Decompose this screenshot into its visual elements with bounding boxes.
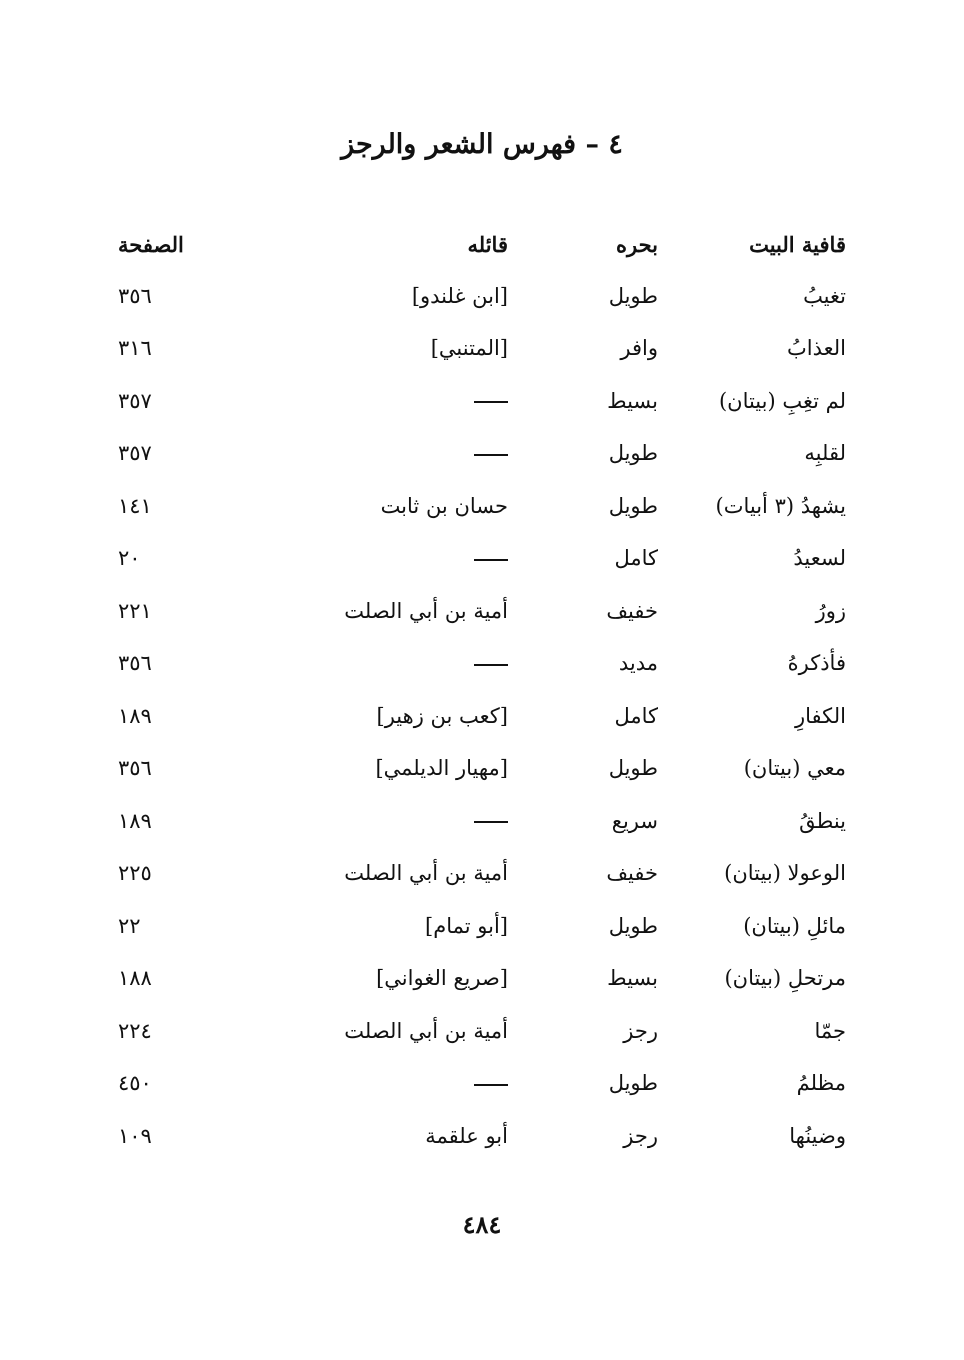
poet-cell: [مهيار الديلمي] [375, 756, 508, 781]
meter-cell: وافر [620, 336, 658, 361]
poet-cell: [أبو تمام] [425, 913, 508, 938]
poet-cell [208, 638, 508, 691]
poet-cell: أمية بن أبي الصلت [344, 598, 508, 623]
meter-cell: طويل [608, 1071, 658, 1096]
table-row [118, 848, 846, 901]
unknown-poet-dash [474, 401, 508, 403]
poet-cell: أمية بن أبي الصلت [344, 861, 508, 886]
table-row [118, 953, 846, 1006]
table-row [118, 585, 846, 638]
rhyme-cell: ينطقُ [799, 808, 846, 833]
page-cell: ٣٥٧ [118, 441, 152, 466]
meter-cell: رجز [623, 1123, 658, 1148]
table-row [118, 743, 846, 796]
page-cell: ١٤١ [118, 493, 152, 518]
table-row [118, 1110, 846, 1163]
poet-cell [208, 375, 508, 428]
unknown-poet-dash [474, 821, 508, 823]
poet-cell [208, 795, 508, 848]
page-number: ٤٨٤ [462, 1210, 502, 1239]
header-row [118, 220, 846, 270]
table-body [118, 270, 846, 1163]
header-rhyme: قافية البيت [749, 232, 846, 258]
page-cell: ١٠٩ [118, 1123, 152, 1148]
page-cell: ١٨٩ [118, 703, 152, 728]
unknown-poet-dash [474, 664, 508, 666]
page-cell: ١٨٩ [118, 808, 152, 833]
meter-cell: سريع [611, 808, 658, 833]
page-cell: ٣٥٦ [118, 283, 152, 308]
poet-cell: أبو علقمة [425, 1123, 508, 1148]
table-row [118, 638, 846, 691]
rhyme-cell: العذابُ [787, 336, 846, 361]
page-title: ٤ – فهرس الشعر والرجز [341, 129, 623, 160]
rhyme-cell: معي (بيتان) [743, 756, 846, 781]
meter-cell: بسيط [607, 388, 658, 413]
page-cell: ٣١٦ [118, 336, 152, 361]
table-row [118, 323, 846, 376]
meter-cell: طويل [608, 441, 658, 466]
meter-cell: طويل [608, 913, 658, 938]
poet-cell: حسان بن ثابت [380, 493, 508, 518]
meter-cell: خفيف [606, 861, 658, 886]
meter-cell: رجز [623, 1018, 658, 1043]
rhyme-cell: وضينُها [789, 1123, 846, 1148]
poet-cell [208, 1058, 508, 1111]
table-row [118, 270, 846, 323]
table-header [118, 220, 846, 270]
unknown-poet-dash [474, 559, 508, 561]
poetry-index-table [118, 220, 846, 1163]
poet-cell [208, 428, 508, 481]
table-row [118, 1005, 846, 1058]
meter-cell: كامل [614, 703, 658, 728]
table-row [118, 1058, 846, 1111]
meter-cell: مديد [618, 651, 658, 676]
table-row [118, 480, 846, 533]
page-cell: ٢٢١ [118, 598, 152, 623]
rhyme-cell: مائلِ (بيتان) [743, 913, 846, 938]
rhyme-cell: تغيبُ [803, 283, 846, 308]
table-row [118, 795, 846, 848]
unknown-poet-dash [474, 1084, 508, 1086]
page-cell: ٢٠ [118, 546, 141, 571]
page-cell: ١٨٨ [118, 966, 152, 991]
table-row [118, 900, 846, 953]
header-page: الصفحة [118, 232, 184, 258]
rhyme-cell: الكفارِ [795, 703, 846, 728]
meter-cell: بسيط [607, 966, 658, 991]
header-poet: قائله [467, 232, 508, 258]
meter-cell: طويل [608, 283, 658, 308]
poet-cell: [صريع الغواني] [376, 966, 508, 991]
poet-cell: [ابن غلندو] [411, 283, 508, 308]
rhyme-cell: جمّا [814, 1018, 846, 1043]
page-cell: ٢٢ [118, 913, 141, 938]
page-cell: ٣٥٧ [118, 388, 152, 413]
table-row [118, 533, 846, 586]
header-meter: بحره [616, 232, 658, 258]
rhyme-cell: مظلمُ [796, 1071, 846, 1096]
meter-cell: كامل [614, 546, 658, 571]
rhyme-cell: لسعيدُ [793, 546, 846, 571]
table-row [118, 375, 846, 428]
page-cell: ٤٥٠ [118, 1071, 152, 1096]
meter-cell: خفيف [606, 598, 658, 623]
poet-cell: أمية بن أبي الصلت [344, 1018, 508, 1043]
rhyme-cell: لم تغِبِ (بيتان) [718, 388, 846, 413]
page-cell: ٣٥٦ [118, 756, 152, 781]
rhyme-cell: الوعولا (بيتان) [724, 861, 846, 886]
rhyme-cell: مرتحلِ (بيتان) [724, 966, 846, 991]
unknown-poet-dash [474, 454, 508, 456]
page-cell: ٢٢٥ [118, 861, 152, 886]
table-row [118, 690, 846, 743]
page-cell: ٣٥٦ [118, 651, 152, 676]
rhyme-cell: زورُ [815, 598, 846, 623]
poet-cell [208, 533, 508, 586]
rhyme-cell: يشهدُ (٣ أبيات) [715, 493, 846, 518]
page-cell: ٢٢٤ [118, 1018, 152, 1043]
meter-cell: طويل [608, 493, 658, 518]
poet-cell: [المتنبي] [430, 336, 508, 361]
poet-cell: [كعب بن زهير] [376, 703, 508, 728]
meter-cell: طويل [608, 756, 658, 781]
table-row [118, 428, 846, 481]
rhyme-cell: لقلبِه [804, 441, 846, 466]
rhyme-cell: فأذكرهُ [787, 651, 846, 676]
